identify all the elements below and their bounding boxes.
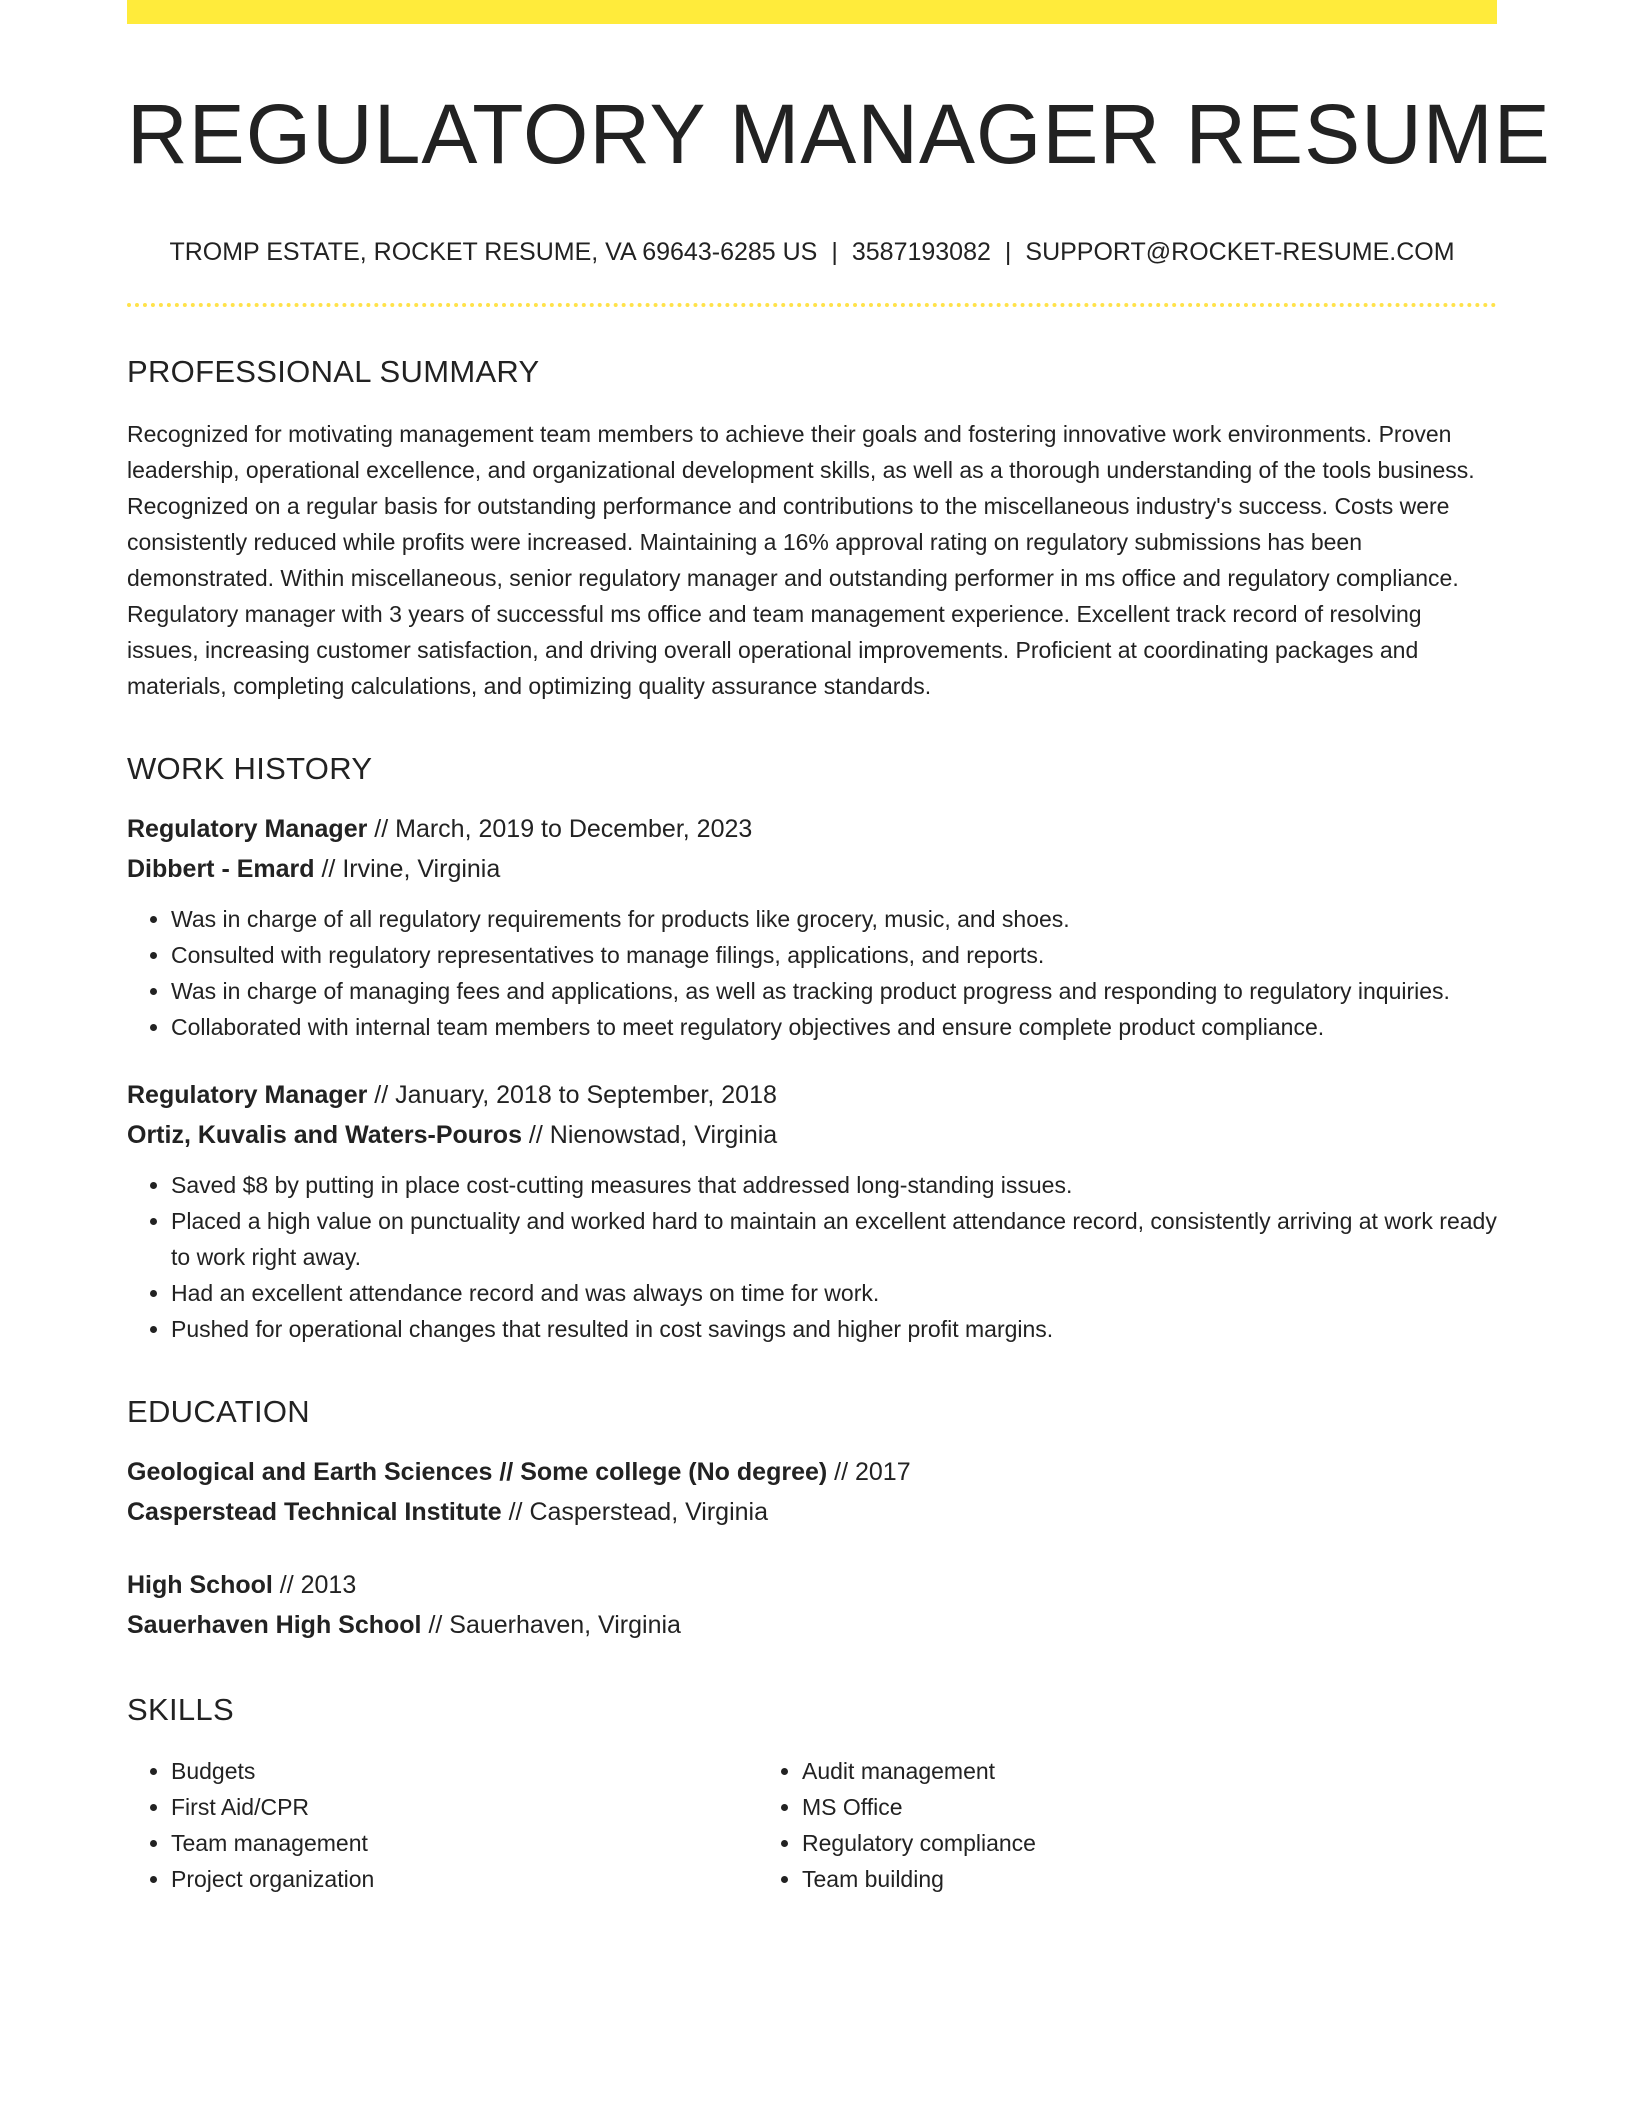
job-location: // Nienowstad, Virginia <box>521 1121 778 1150</box>
education-year: // 2013 <box>272 1571 357 1600</box>
education-entry <box>127 1452 1497 1532</box>
education-school-line <box>127 1492 1497 1532</box>
education-degree: Geological and Earth Sciences // Some college (No degree) <box>127 1458 828 1487</box>
job-bullet: • Was in charge of managing fees and applications, as well as tracking product progress and responding to regulatory inquiries. <box>171 973 1497 1009</box>
education-year: // 2017 <box>827 1458 911 1487</box>
skill-item: • Project organization <box>171 1861 758 1897</box>
job-title: Regulatory Manager <box>127 1081 368 1110</box>
job-bullets <box>127 901 1497 1045</box>
job-company: Ortiz, Kuvalis and Waters-Pouros <box>127 1121 522 1150</box>
job-entry <box>127 809 1497 1045</box>
job-bullet: • Placed a high value on punctuality and worked hard to maintain an excellent attendance record, consistently arriving at work ready to work right away. <box>171 1203 1497 1275</box>
resume-page <box>127 0 1551 1897</box>
job-company-line <box>127 1115 1497 1155</box>
education-school-line <box>127 1605 1497 1645</box>
job-entry <box>127 1075 1497 1347</box>
summary-text: Recognized for motivating management team members to achieve their goals and fostering innovative work environments. Proven leadership, operational excellence, and organizational development skills, as well as a thorough understanding of the tools business. Recognized on a regular basis for outstanding performance and contributions to the miscellaneous industry's success. Costs were consistently reduced while profits were increased. Maintaining a 16% approval rating on regulatory submissions has been demonstrated. Within miscellaneous, senior regulatory manager and outstanding performer in ms office and regulatory compliance. Regulatory manager with 3 years of successful ms office and team management experience. Excellent track record of resolving issues, increasing customer satisfaction, and driving overall operational improvements. Proficient at coordinating packages and materials, completing calculations, and optimizing quality assurance standards. <box>127 420 1475 699</box>
job-title-line <box>127 1075 1497 1115</box>
contact-email: SUPPORT@ROCKET-RESUME.COM <box>1025 237 1455 266</box>
education-entry <box>127 1565 1497 1645</box>
job-company: Dibbert - Emard <box>127 855 315 884</box>
skill-item: • Team management <box>171 1825 758 1861</box>
education-heading: EDUCATION <box>127 1394 310 1430</box>
education-degree-line <box>127 1452 1497 1492</box>
skill-item: • MS Office <box>802 1789 1358 1825</box>
skill-item: • Audit management <box>802 1753 1358 1789</box>
contact-address: TROMP ESTATE, ROCKET RESUME, VA 69643-6285 US <box>169 237 818 266</box>
accent-bar <box>127 0 1497 24</box>
education-degree-line <box>127 1565 1497 1605</box>
education-school: Casperstead Technical Institute <box>127 1498 502 1527</box>
contact-line <box>127 237 1497 267</box>
job-bullet: • Pushed for operational changes that resulted in cost savings and higher profit margins. <box>171 1311 1497 1347</box>
job-bullet: • Had an excellent attendance record and was always on time for work. <box>171 1275 1497 1311</box>
contact-separator: | <box>1004 237 1012 266</box>
job-dates: // March, 2019 to December, 2023 <box>367 815 753 844</box>
job-location: // Irvine, Virginia <box>314 855 501 884</box>
skill-item: • Team building <box>802 1861 1358 1897</box>
contact-phone: 3587193082 <box>851 237 991 266</box>
job-bullet: • Saved $8 by putting in place cost-cutting measures that addressed long-standing issues. <box>171 1167 1497 1203</box>
skills-list <box>127 1753 1497 1897</box>
skills-column-right <box>758 1753 1358 1897</box>
job-title: Regulatory Manager <box>127 815 368 844</box>
contact-separator: | <box>831 237 838 266</box>
resume-title: REGULATORY MANAGER RESUME <box>127 87 1551 181</box>
job-title-line <box>127 809 1497 849</box>
education-school: Sauerhaven High School <box>127 1611 422 1640</box>
job-bullet: • Consulted with regulatory representatives to manage filings, applications, and reports. <box>171 937 1497 973</box>
job-bullet: • Collaborated with internal team members to meet regulatory objectives and ensure complete product compliance. <box>171 1009 1497 1045</box>
work-history-heading: WORK HISTORY <box>127 750 373 786</box>
education-degree: High School <box>127 1571 273 1600</box>
job-bullet: • Was in charge of all regulatory requirements for products like grocery, music, and shoes. <box>171 901 1497 937</box>
skills-column-left <box>127 1753 758 1897</box>
education-location: // Sauerhaven, Virginia <box>421 1611 681 1640</box>
skill-item: • Budgets <box>171 1753 758 1789</box>
summary-heading: PROFESSIONAL SUMMARY <box>127 353 540 389</box>
job-bullets <box>127 1167 1497 1347</box>
skills-heading: SKILLS <box>127 1692 234 1728</box>
skill-item: • First Aid/CPR <box>171 1789 758 1825</box>
education-location: // Casperstead, Virginia <box>501 1498 769 1527</box>
header-divider <box>127 303 1497 307</box>
job-dates: // January, 2018 to September, 2018 <box>367 1081 777 1110</box>
job-company-line <box>127 849 1497 889</box>
skill-item: • Regulatory compliance <box>802 1825 1358 1861</box>
